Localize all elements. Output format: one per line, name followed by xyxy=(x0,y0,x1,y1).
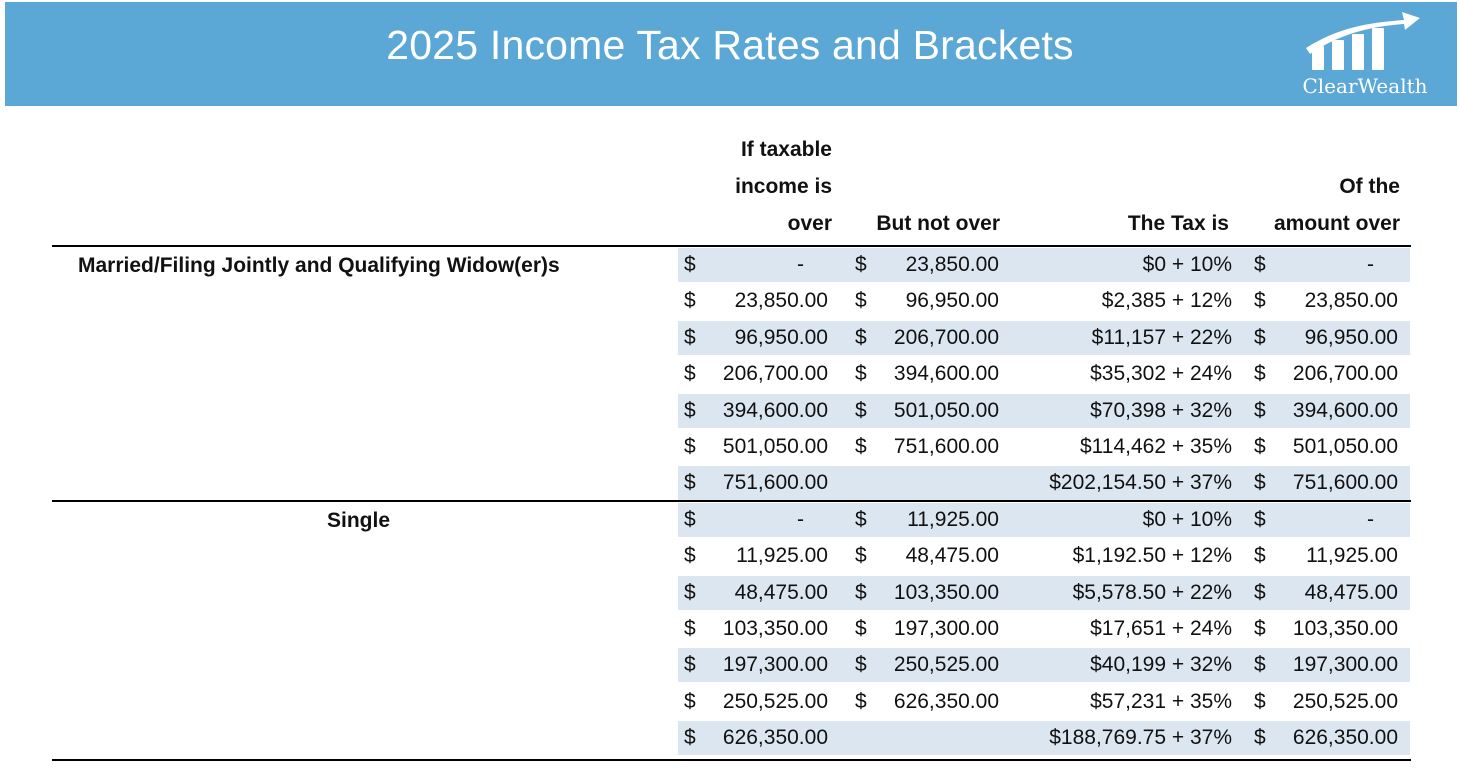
amount-value: 394,600.00 xyxy=(893,362,999,386)
amount-value: 11,925.00 xyxy=(907,507,999,531)
income-over-cell xyxy=(684,248,828,282)
amount-value: 23,850.00 xyxy=(734,289,828,313)
page-title: 2025 Income Tax Rates and Brackets xyxy=(386,22,1074,68)
group-divider xyxy=(52,500,1411,502)
currency-symbol: $ xyxy=(855,289,867,313)
currency-symbol: $ xyxy=(1254,726,1266,750)
amount-over-cell xyxy=(1254,648,1398,682)
tax-formula-cell: $202,154.50 + 37% xyxy=(1049,471,1232,495)
income-over-cell xyxy=(684,612,828,646)
amount-over-cell xyxy=(1254,539,1398,573)
amount-over-cell xyxy=(1254,612,1398,646)
amount-value: 501,050.00 xyxy=(722,435,828,458)
amount-over-cell xyxy=(1254,576,1398,610)
currency-symbol: $ xyxy=(684,689,696,713)
tax-formula-cell: $35,302 + 24% xyxy=(1090,362,1232,386)
currency-symbol: $ xyxy=(1254,362,1266,386)
group-divider xyxy=(52,245,1411,247)
amount-value: 96,950.00 xyxy=(734,325,828,349)
amount-value: 48,475.00 xyxy=(905,544,999,568)
currency-symbol: $ xyxy=(1254,471,1266,495)
currency-symbol: $ xyxy=(684,471,696,495)
amount-value: - xyxy=(1367,507,1374,531)
filing-status-label: Married/Filing Jointly and Qualifying Widow(er)s xyxy=(78,254,560,277)
amount-value: 206,700.00 xyxy=(893,325,999,349)
income-not-over-cell xyxy=(855,648,999,682)
amount-value: 48,475.00 xyxy=(1304,580,1398,604)
amount-value: 250,525.00 xyxy=(1292,689,1398,713)
amount-value: 626,350.00 xyxy=(893,689,999,713)
currency-symbol: $ xyxy=(1254,253,1266,276)
amount-value: 501,050.00 xyxy=(1292,435,1398,458)
currency-symbol: $ xyxy=(684,726,696,750)
amount-value: 250,525.00 xyxy=(893,653,999,677)
income-not-over-cell xyxy=(855,357,999,391)
amount-over-cell xyxy=(1254,357,1398,391)
income-over-cell xyxy=(684,284,828,318)
currency-symbol: $ xyxy=(1254,435,1266,458)
currency-symbol: $ xyxy=(1254,544,1266,568)
amount-value: 23,850.00 xyxy=(905,253,999,276)
tax-formula-cell: $114,462 + 35% xyxy=(1080,435,1232,458)
income-over-cell xyxy=(684,430,828,464)
table-bottom-rule xyxy=(52,759,1411,761)
currency-symbol: $ xyxy=(855,435,867,458)
amount-over-cell xyxy=(1254,394,1398,428)
tax-formula-cell: $1,192.50 + 12% xyxy=(1072,544,1232,568)
amount-over-cell xyxy=(1254,430,1398,464)
income-not-over-cell xyxy=(855,539,999,573)
tax-formula-cell: $5,578.50 + 22% xyxy=(1072,580,1232,604)
logo-wordmark: ClearWealth xyxy=(1302,74,1428,98)
amount-value: 23,850.00 xyxy=(1304,289,1398,313)
currency-symbol: $ xyxy=(1254,507,1266,531)
currency-symbol: $ xyxy=(684,362,696,386)
income-over-cell xyxy=(684,394,828,428)
tax-formula-cell: $11,157 + 22% xyxy=(1091,325,1232,349)
amount-value: 11,925.00 xyxy=(1306,544,1398,568)
tax-formula-cell: $70,398 + 32% xyxy=(1090,398,1232,422)
column-header: If taxable xyxy=(740,138,832,161)
tax-formula-cell: $188,769.75 + 37% xyxy=(1049,726,1232,750)
currency-symbol: $ xyxy=(855,507,867,531)
filing-status-label: Single xyxy=(327,508,391,532)
income-not-over-cell xyxy=(855,248,999,282)
currency-symbol: $ xyxy=(1254,398,1266,422)
currency-symbol: $ xyxy=(684,507,696,531)
amount-value: - xyxy=(797,253,804,276)
currency-symbol: $ xyxy=(1254,289,1266,313)
amount-value: 197,300.00 xyxy=(893,617,999,640)
tax-formula-cell: $2,385 + 12% xyxy=(1101,289,1232,313)
income-over-cell xyxy=(684,685,828,719)
amount-over-cell xyxy=(1254,248,1398,282)
amount-over-cell xyxy=(1254,685,1398,719)
column-header: Of the xyxy=(1339,175,1400,198)
table-row xyxy=(0,248,1460,282)
currency-symbol: $ xyxy=(684,617,696,640)
amount-value: 103,350.00 xyxy=(722,617,828,640)
income-over-cell xyxy=(684,721,828,755)
currency-symbol: $ xyxy=(1254,617,1266,640)
amount-value: 751,600.00 xyxy=(1292,471,1398,495)
currency-symbol: $ xyxy=(855,653,867,677)
income-over-cell xyxy=(684,503,828,537)
income-over-cell xyxy=(684,321,828,355)
amount-over-cell xyxy=(1254,466,1398,500)
table-row xyxy=(0,612,1460,646)
currency-symbol: $ xyxy=(855,253,867,276)
amount-value: 751,600.00 xyxy=(893,435,999,458)
table-row xyxy=(0,394,1460,428)
income-not-over-cell xyxy=(855,466,999,500)
table-row xyxy=(0,503,1460,537)
table-row xyxy=(0,576,1460,610)
currency-symbol: $ xyxy=(1254,580,1266,604)
column-header: amount over xyxy=(1273,212,1400,235)
income-over-cell xyxy=(684,648,828,682)
amount-value: 48,475.00 xyxy=(734,580,828,604)
table-row xyxy=(0,284,1460,318)
income-not-over-cell xyxy=(855,503,999,537)
income-not-over-cell xyxy=(855,721,999,755)
table-row xyxy=(0,539,1460,573)
income-not-over-cell xyxy=(855,284,999,318)
tax-formula-cell: $57,231 + 35% xyxy=(1090,689,1232,713)
tax-formula-cell: $17,651 + 24% xyxy=(1090,617,1232,640)
currency-symbol: $ xyxy=(855,325,867,349)
amount-value: 206,700.00 xyxy=(722,362,828,386)
column-header: income is xyxy=(735,175,832,198)
amount-value: 96,950.00 xyxy=(905,289,999,313)
currency-symbol: $ xyxy=(855,617,867,640)
column-header: The Tax is xyxy=(1127,212,1229,235)
table-row xyxy=(0,357,1460,391)
amount-value: 103,350.00 xyxy=(1292,617,1398,640)
amount-value: 751,600.00 xyxy=(722,471,828,495)
currency-symbol: $ xyxy=(1254,653,1266,677)
currency-symbol: $ xyxy=(684,435,696,458)
income-not-over-cell xyxy=(855,321,999,355)
amount-value: - xyxy=(797,507,804,531)
amount-over-cell xyxy=(1254,503,1398,537)
amount-value: - xyxy=(1367,253,1374,276)
income-not-over-cell xyxy=(855,576,999,610)
currency-symbol: $ xyxy=(855,362,867,386)
currency-symbol: $ xyxy=(684,253,696,276)
currency-symbol: $ xyxy=(855,544,867,568)
column-header: But not over xyxy=(876,212,1000,235)
amount-value: 394,600.00 xyxy=(1292,398,1398,422)
income-not-over-cell xyxy=(855,394,999,428)
currency-symbol: $ xyxy=(684,544,696,568)
amount-over-cell xyxy=(1254,721,1398,755)
income-not-over-cell xyxy=(855,430,999,464)
income-over-cell xyxy=(684,539,828,573)
amount-over-cell xyxy=(1254,321,1398,355)
table-row xyxy=(0,721,1460,755)
income-over-cell xyxy=(684,576,828,610)
tax-formula-cell: $0 + 10% xyxy=(1142,507,1232,531)
amount-value: 250,525.00 xyxy=(722,689,828,713)
amount-value: 197,300.00 xyxy=(1292,653,1398,677)
tax-formula-cell: $40,199 + 32% xyxy=(1090,653,1232,677)
currency-symbol: $ xyxy=(684,398,696,422)
amount-value: 626,350.00 xyxy=(1292,726,1398,750)
amount-value: 103,350.00 xyxy=(893,580,999,604)
currency-symbol: $ xyxy=(684,289,696,313)
column-header: over xyxy=(787,212,832,235)
income-over-cell xyxy=(684,357,828,391)
table-row xyxy=(0,466,1460,500)
amount-value: 96,950.00 xyxy=(1304,325,1398,349)
amount-value: 394,600.00 xyxy=(722,398,828,422)
income-not-over-cell xyxy=(855,685,999,719)
income-over-cell xyxy=(684,466,828,500)
amount-value: 501,050.00 xyxy=(893,398,999,422)
currency-symbol: $ xyxy=(684,325,696,349)
amount-value: 197,300.00 xyxy=(722,653,828,677)
currency-symbol: $ xyxy=(1254,325,1266,349)
currency-symbol: $ xyxy=(684,653,696,677)
tax-formula-cell: $0 + 10% xyxy=(1142,253,1232,276)
currency-symbol: $ xyxy=(684,580,696,604)
table-row xyxy=(0,321,1460,355)
table-row xyxy=(0,648,1460,682)
currency-symbol: $ xyxy=(1254,689,1266,713)
amount-over-cell xyxy=(1254,284,1398,318)
amount-value: 626,350.00 xyxy=(722,726,828,750)
table-row xyxy=(0,685,1460,719)
currency-symbol: $ xyxy=(855,689,867,713)
amount-value: 11,925.00 xyxy=(736,544,828,568)
currency-symbol: $ xyxy=(855,580,867,604)
income-not-over-cell xyxy=(855,612,999,646)
amount-value: 206,700.00 xyxy=(1292,362,1398,386)
currency-symbol: $ xyxy=(855,398,867,422)
table-row xyxy=(0,430,1460,464)
